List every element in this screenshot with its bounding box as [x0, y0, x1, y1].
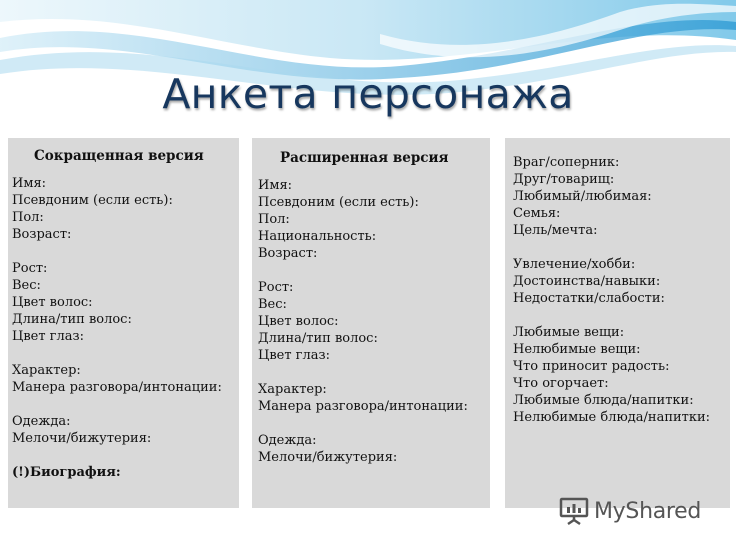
field-label: Возраст: — [12, 227, 72, 242]
field-label: Вес: — [258, 297, 287, 312]
field-group — [12, 362, 239, 396]
field-group — [12, 175, 239, 243]
field-group — [258, 177, 490, 262]
field-group — [513, 324, 730, 426]
field-group — [258, 279, 490, 364]
panel-short-version — [8, 138, 239, 508]
field-group — [258, 381, 490, 415]
field-label: Имя: — [12, 176, 47, 191]
field-label: Цвет глаз: — [258, 348, 330, 363]
field-label: Длина/тип волос: — [258, 331, 378, 346]
field-label: Характер: — [258, 382, 327, 397]
field-group — [12, 260, 239, 345]
field-label: Друг/товарищ: — [513, 172, 615, 187]
field-label: Манера разговора/интонации: — [12, 380, 222, 395]
field-label: Любимые блюда/напитки: — [513, 393, 694, 408]
field-label-biography: (!)Биография: — [12, 465, 121, 480]
field-label: Цвет глаз: — [12, 329, 84, 344]
field-label: Пол: — [258, 212, 290, 227]
field-label: Достоинства/навыки: — [513, 274, 661, 289]
field-label: Что приносит радость: — [513, 359, 670, 374]
field-label: Увлечение/хобби: — [513, 257, 636, 272]
panel-heading: Расширенная версия — [280, 150, 449, 166]
field-label: Цель/мечта: — [513, 223, 598, 238]
field-label: Возраст: — [258, 246, 318, 261]
field-label: Одежда: — [258, 433, 317, 448]
field-label: Рост: — [258, 280, 294, 295]
field-label: Длина/тип волос: — [12, 312, 132, 327]
field-label: Рост: — [12, 261, 48, 276]
field-label: Нелюбимые блюда/напитки: — [513, 410, 711, 425]
field-group — [513, 154, 730, 239]
field-label: Характер: — [12, 363, 81, 378]
myshared-watermark — [559, 495, 709, 527]
field-label: Одежда: — [12, 414, 71, 429]
field-label: Манера разговора/интонации: — [258, 399, 468, 414]
field-label: Нелюбимые вещи: — [513, 342, 641, 357]
field-label: Вес: — [12, 278, 41, 293]
slide-title: Анкета персонажа — [162, 70, 574, 118]
field-label: Цвет волос: — [12, 295, 93, 310]
panel-heading: Сокращенная версия — [34, 148, 204, 164]
field-group — [12, 413, 239, 447]
panel-additional-fields — [505, 138, 730, 508]
field-group — [258, 432, 490, 466]
panel-extended-version — [252, 138, 490, 508]
field-label: Национальность: — [258, 229, 377, 244]
field-label: Имя: — [258, 178, 293, 193]
field-label: Мелочи/бижутерия: — [12, 431, 152, 446]
field-label: Мелочи/бижутерия: — [258, 450, 398, 465]
field-label: Любимый/любимая: — [513, 189, 652, 204]
field-label: Пол: — [12, 210, 44, 225]
field-label: Псевдоним (если есть): — [12, 193, 173, 208]
field-label: Псевдоним (если есть): — [258, 195, 419, 210]
field-label: Цвет волос: — [258, 314, 339, 329]
watermark-text: MyShared — [594, 498, 702, 524]
field-group — [513, 256, 730, 307]
field-label: Семья: — [513, 206, 561, 221]
field-label: Враг/соперник: — [513, 155, 620, 170]
presentation-board-icon — [559, 496, 589, 526]
field-group — [12, 464, 239, 481]
field-label: Что огорчает: — [513, 376, 609, 391]
field-label: Любимые вещи: — [513, 325, 625, 340]
field-label: Недостатки/слабости: — [513, 291, 665, 306]
